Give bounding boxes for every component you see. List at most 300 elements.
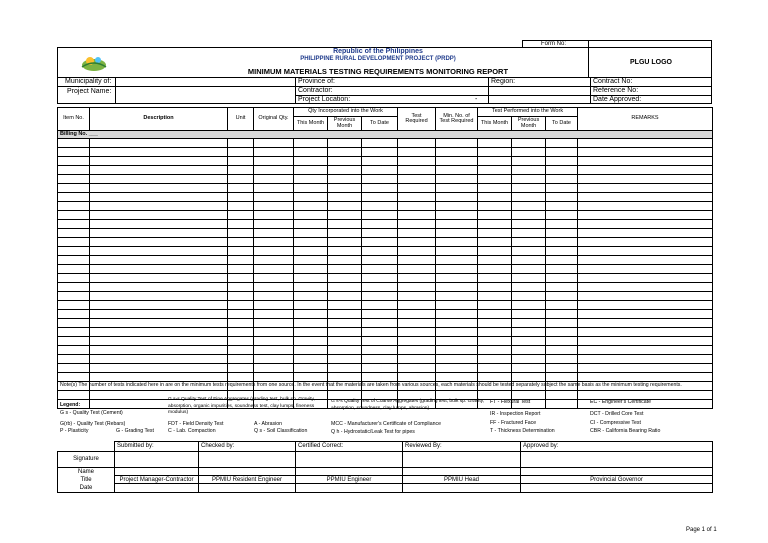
table-cell[interactable] bbox=[478, 373, 512, 382]
table-cell[interactable] bbox=[478, 148, 512, 157]
table-cell[interactable] bbox=[512, 346, 546, 355]
table-cell[interactable] bbox=[228, 274, 254, 283]
table-cell[interactable] bbox=[578, 373, 713, 382]
table-cell[interactable] bbox=[294, 166, 328, 175]
table-cell[interactable] bbox=[512, 202, 546, 211]
table-cell[interactable] bbox=[228, 310, 254, 319]
table-cell[interactable] bbox=[58, 328, 90, 337]
table-cell[interactable] bbox=[546, 202, 578, 211]
table-cell[interactable] bbox=[328, 166, 362, 175]
table-cell[interactable] bbox=[512, 274, 546, 283]
table-cell[interactable] bbox=[436, 355, 478, 364]
table-cell[interactable] bbox=[294, 157, 328, 166]
table-cell[interactable] bbox=[328, 355, 362, 364]
table-cell[interactable] bbox=[478, 274, 512, 283]
table-cell[interactable] bbox=[578, 337, 713, 346]
table-cell[interactable] bbox=[362, 148, 398, 157]
table-cell[interactable] bbox=[228, 256, 254, 265]
table-cell[interactable] bbox=[546, 184, 578, 193]
table-cell[interactable] bbox=[58, 175, 90, 184]
table-cell[interactable] bbox=[58, 274, 90, 283]
table-cell[interactable] bbox=[58, 193, 90, 202]
table-cell[interactable] bbox=[512, 139, 546, 148]
table-cell[interactable] bbox=[436, 139, 478, 148]
table-cell[interactable] bbox=[512, 283, 546, 292]
table-cell[interactable] bbox=[436, 283, 478, 292]
table-cell[interactable] bbox=[436, 292, 478, 301]
table-cell[interactable] bbox=[90, 265, 228, 274]
date-cell[interactable] bbox=[115, 484, 199, 493]
table-cell[interactable] bbox=[362, 229, 398, 238]
table-cell[interactable] bbox=[578, 301, 713, 310]
table-cell[interactable] bbox=[58, 283, 90, 292]
table-cell[interactable] bbox=[254, 193, 294, 202]
table-cell[interactable] bbox=[58, 256, 90, 265]
table-cell[interactable] bbox=[546, 310, 578, 319]
name-cell[interactable] bbox=[521, 467, 713, 476]
table-cell[interactable] bbox=[328, 184, 362, 193]
table-cell[interactable] bbox=[478, 310, 512, 319]
table-cell[interactable] bbox=[90, 247, 228, 256]
table-cell[interactable] bbox=[478, 355, 512, 364]
table-cell[interactable] bbox=[90, 301, 228, 310]
table-cell[interactable] bbox=[546, 211, 578, 220]
table-cell[interactable] bbox=[254, 274, 294, 283]
table-cell[interactable] bbox=[478, 247, 512, 256]
signature-cell[interactable] bbox=[199, 451, 296, 467]
table-cell[interactable] bbox=[254, 346, 294, 355]
table-cell[interactable] bbox=[228, 301, 254, 310]
table-cell[interactable] bbox=[362, 328, 398, 337]
table-cell[interactable] bbox=[228, 166, 254, 175]
table-cell[interactable] bbox=[436, 274, 478, 283]
table-cell[interactable] bbox=[254, 364, 294, 373]
table-cell[interactable] bbox=[398, 247, 436, 256]
table-cell[interactable] bbox=[398, 256, 436, 265]
table-cell[interactable] bbox=[512, 247, 546, 256]
table-cell[interactable] bbox=[254, 175, 294, 184]
table-cell[interactable] bbox=[398, 283, 436, 292]
table-cell[interactable] bbox=[398, 328, 436, 337]
table-cell[interactable] bbox=[436, 220, 478, 229]
table-cell[interactable] bbox=[90, 139, 228, 148]
table-cell[interactable] bbox=[398, 301, 436, 310]
table-cell[interactable] bbox=[90, 220, 228, 229]
table-cell[interactable] bbox=[512, 220, 546, 229]
table-cell[interactable] bbox=[546, 337, 578, 346]
table-cell[interactable] bbox=[578, 364, 713, 373]
table-cell[interactable] bbox=[90, 256, 228, 265]
table-cell[interactable] bbox=[578, 247, 713, 256]
table-cell[interactable] bbox=[254, 256, 294, 265]
table-cell[interactable] bbox=[328, 139, 362, 148]
table-cell[interactable] bbox=[328, 283, 362, 292]
table-cell[interactable] bbox=[398, 193, 436, 202]
date-approved-field[interactable] bbox=[590, 95, 712, 104]
table-cell[interactable] bbox=[228, 193, 254, 202]
signature-cell[interactable] bbox=[115, 451, 199, 467]
table-cell[interactable] bbox=[328, 193, 362, 202]
table-cell[interactable] bbox=[58, 202, 90, 211]
table-cell[interactable] bbox=[478, 283, 512, 292]
table-cell[interactable] bbox=[90, 328, 228, 337]
project-location-field[interactable] bbox=[295, 95, 489, 104]
table-cell[interactable] bbox=[58, 184, 90, 193]
table-cell[interactable] bbox=[228, 202, 254, 211]
name-cell[interactable] bbox=[296, 467, 403, 476]
table-cell[interactable] bbox=[228, 220, 254, 229]
table-cell[interactable] bbox=[546, 148, 578, 157]
table-cell[interactable] bbox=[436, 202, 478, 211]
table-cell[interactable] bbox=[90, 346, 228, 355]
table-cell[interactable] bbox=[512, 319, 546, 328]
table-cell[interactable] bbox=[294, 337, 328, 346]
table-cell[interactable] bbox=[362, 166, 398, 175]
table-cell[interactable] bbox=[58, 247, 90, 256]
table-cell[interactable] bbox=[398, 211, 436, 220]
table-cell[interactable] bbox=[512, 166, 546, 175]
table-cell[interactable] bbox=[58, 265, 90, 274]
table-cell[interactable] bbox=[436, 337, 478, 346]
signature-cell[interactable] bbox=[403, 451, 521, 467]
table-cell[interactable] bbox=[436, 193, 478, 202]
table-cell[interactable] bbox=[362, 265, 398, 274]
table-cell[interactable] bbox=[436, 184, 478, 193]
table-cell[interactable] bbox=[228, 337, 254, 346]
table-cell[interactable] bbox=[546, 238, 578, 247]
table-cell[interactable] bbox=[478, 364, 512, 373]
table-cell[interactable] bbox=[546, 139, 578, 148]
table-cell[interactable] bbox=[228, 148, 254, 157]
table-cell[interactable] bbox=[362, 175, 398, 184]
date-cell[interactable] bbox=[199, 484, 296, 493]
table-cell[interactable] bbox=[546, 265, 578, 274]
table-cell[interactable] bbox=[362, 364, 398, 373]
table-cell[interactable] bbox=[294, 229, 328, 238]
table-cell[interactable] bbox=[294, 220, 328, 229]
table-cell[interactable] bbox=[478, 346, 512, 355]
table-cell[interactable] bbox=[478, 256, 512, 265]
table-cell[interactable] bbox=[578, 202, 713, 211]
table-cell[interactable] bbox=[546, 274, 578, 283]
table-cell[interactable] bbox=[512, 265, 546, 274]
table-cell[interactable] bbox=[58, 139, 90, 148]
table-cell[interactable] bbox=[578, 238, 713, 247]
table-cell[interactable] bbox=[328, 211, 362, 220]
table-cell[interactable] bbox=[254, 139, 294, 148]
table-cell[interactable] bbox=[578, 256, 713, 265]
table-cell[interactable] bbox=[294, 373, 328, 382]
table-cell[interactable] bbox=[546, 175, 578, 184]
table-cell[interactable] bbox=[362, 292, 398, 301]
table-cell[interactable] bbox=[90, 337, 228, 346]
table-cell[interactable] bbox=[478, 301, 512, 310]
table-cell[interactable] bbox=[512, 310, 546, 319]
table-cell[interactable] bbox=[578, 265, 713, 274]
table-cell[interactable] bbox=[546, 157, 578, 166]
table-cell[interactable] bbox=[228, 283, 254, 292]
table-cell[interactable] bbox=[58, 220, 90, 229]
table-cell[interactable] bbox=[254, 373, 294, 382]
table-cell[interactable] bbox=[254, 166, 294, 175]
table-cell[interactable] bbox=[294, 139, 328, 148]
table-cell[interactable] bbox=[228, 175, 254, 184]
table-cell[interactable] bbox=[398, 184, 436, 193]
table-cell[interactable] bbox=[362, 184, 398, 193]
table-cell[interactable] bbox=[578, 229, 713, 238]
table-cell[interactable] bbox=[546, 301, 578, 310]
table-cell[interactable] bbox=[294, 283, 328, 292]
name-cell[interactable] bbox=[199, 467, 296, 476]
table-cell[interactable] bbox=[478, 319, 512, 328]
table-cell[interactable] bbox=[436, 247, 478, 256]
table-cell[interactable] bbox=[578, 274, 713, 283]
table-cell[interactable] bbox=[398, 274, 436, 283]
table-cell[interactable] bbox=[228, 265, 254, 274]
table-cell[interactable] bbox=[228, 346, 254, 355]
name-cell[interactable] bbox=[115, 467, 199, 476]
table-cell[interactable] bbox=[294, 346, 328, 355]
table-cell[interactable] bbox=[328, 301, 362, 310]
table-cell[interactable] bbox=[328, 175, 362, 184]
table-cell[interactable] bbox=[328, 265, 362, 274]
table-cell[interactable] bbox=[546, 373, 578, 382]
table-cell[interactable] bbox=[546, 193, 578, 202]
table-cell[interactable] bbox=[478, 193, 512, 202]
table-cell[interactable] bbox=[254, 301, 294, 310]
table-cell[interactable] bbox=[362, 346, 398, 355]
table-cell[interactable] bbox=[398, 166, 436, 175]
table-cell[interactable] bbox=[546, 229, 578, 238]
table-cell[interactable] bbox=[478, 175, 512, 184]
table-cell[interactable] bbox=[362, 373, 398, 382]
table-cell[interactable] bbox=[578, 193, 713, 202]
table-cell[interactable] bbox=[328, 247, 362, 256]
table-cell[interactable] bbox=[58, 364, 90, 373]
table-cell[interactable] bbox=[254, 202, 294, 211]
table-cell[interactable] bbox=[254, 184, 294, 193]
table-cell[interactable] bbox=[362, 283, 398, 292]
table-cell[interactable] bbox=[228, 139, 254, 148]
table-cell[interactable] bbox=[512, 301, 546, 310]
table-cell[interactable] bbox=[254, 220, 294, 229]
table-cell[interactable] bbox=[228, 238, 254, 247]
table-cell[interactable] bbox=[294, 301, 328, 310]
table-cell[interactable] bbox=[90, 157, 228, 166]
table-cell[interactable] bbox=[362, 319, 398, 328]
table-cell[interactable] bbox=[254, 292, 294, 301]
table-cell[interactable] bbox=[328, 328, 362, 337]
table-cell[interactable] bbox=[512, 157, 546, 166]
table-cell[interactable] bbox=[478, 166, 512, 175]
table-cell[interactable] bbox=[90, 193, 228, 202]
table-cell[interactable] bbox=[578, 148, 713, 157]
table-cell[interactable] bbox=[578, 292, 713, 301]
table-cell[interactable] bbox=[228, 328, 254, 337]
table-cell[interactable] bbox=[294, 211, 328, 220]
table-cell[interactable] bbox=[254, 310, 294, 319]
table-cell[interactable] bbox=[328, 148, 362, 157]
table-cell[interactable] bbox=[58, 166, 90, 175]
table-cell[interactable] bbox=[362, 202, 398, 211]
table-cell[interactable] bbox=[478, 139, 512, 148]
table-cell[interactable] bbox=[58, 355, 90, 364]
table-cell[interactable] bbox=[578, 346, 713, 355]
table-cell[interactable] bbox=[398, 265, 436, 274]
table-cell[interactable] bbox=[512, 256, 546, 265]
table-cell[interactable] bbox=[512, 292, 546, 301]
table-cell[interactable] bbox=[328, 373, 362, 382]
table-cell[interactable] bbox=[362, 211, 398, 220]
table-cell[interactable] bbox=[328, 274, 362, 283]
table-cell[interactable] bbox=[58, 310, 90, 319]
table-cell[interactable] bbox=[578, 220, 713, 229]
table-cell[interactable] bbox=[362, 139, 398, 148]
table-cell[interactable] bbox=[328, 157, 362, 166]
date-cell[interactable] bbox=[521, 484, 713, 493]
table-cell[interactable] bbox=[90, 292, 228, 301]
table-cell[interactable] bbox=[228, 247, 254, 256]
table-cell[interactable] bbox=[546, 283, 578, 292]
table-cell[interactable] bbox=[254, 211, 294, 220]
table-cell[interactable] bbox=[436, 310, 478, 319]
table-cell[interactable] bbox=[546, 328, 578, 337]
table-cell[interactable] bbox=[362, 355, 398, 364]
table-cell[interactable] bbox=[546, 346, 578, 355]
table-cell[interactable] bbox=[478, 292, 512, 301]
table-cell[interactable] bbox=[328, 310, 362, 319]
table-cell[interactable] bbox=[578, 184, 713, 193]
table-cell[interactable] bbox=[228, 355, 254, 364]
table-cell[interactable] bbox=[254, 229, 294, 238]
table-cell[interactable] bbox=[328, 364, 362, 373]
date-cell[interactable] bbox=[403, 484, 521, 493]
table-cell[interactable] bbox=[578, 283, 713, 292]
table-cell[interactable] bbox=[362, 220, 398, 229]
table-cell[interactable] bbox=[90, 202, 228, 211]
table-cell[interactable] bbox=[398, 175, 436, 184]
table-cell[interactable] bbox=[546, 319, 578, 328]
table-cell[interactable] bbox=[294, 238, 328, 247]
table-cell[interactable] bbox=[254, 157, 294, 166]
table-cell[interactable] bbox=[254, 247, 294, 256]
table-cell[interactable] bbox=[58, 346, 90, 355]
table-cell[interactable] bbox=[546, 247, 578, 256]
table-cell[interactable] bbox=[436, 211, 478, 220]
table-cell[interactable] bbox=[436, 301, 478, 310]
table-cell[interactable] bbox=[512, 211, 546, 220]
table-cell[interactable] bbox=[362, 193, 398, 202]
table-cell[interactable] bbox=[362, 256, 398, 265]
table-cell[interactable] bbox=[512, 184, 546, 193]
table-cell[interactable] bbox=[228, 184, 254, 193]
table-cell[interactable] bbox=[546, 355, 578, 364]
table-cell[interactable] bbox=[294, 274, 328, 283]
signature-cell[interactable] bbox=[521, 451, 713, 467]
table-cell[interactable] bbox=[294, 355, 328, 364]
table-cell[interactable] bbox=[512, 175, 546, 184]
table-cell[interactable] bbox=[254, 265, 294, 274]
table-cell[interactable] bbox=[512, 364, 546, 373]
table-cell[interactable] bbox=[90, 364, 228, 373]
table-cell[interactable] bbox=[90, 184, 228, 193]
table-cell[interactable] bbox=[328, 229, 362, 238]
table-cell[interactable] bbox=[398, 373, 436, 382]
table-cell[interactable] bbox=[90, 274, 228, 283]
table-cell[interactable] bbox=[254, 238, 294, 247]
table-cell[interactable] bbox=[228, 319, 254, 328]
table-cell[interactable] bbox=[512, 229, 546, 238]
table-cell[interactable] bbox=[254, 337, 294, 346]
table-cell[interactable] bbox=[328, 238, 362, 247]
table-cell[interactable] bbox=[362, 337, 398, 346]
table-cell[interactable] bbox=[398, 238, 436, 247]
table-cell[interactable] bbox=[436, 148, 478, 157]
table-cell[interactable] bbox=[512, 193, 546, 202]
table-cell[interactable] bbox=[512, 337, 546, 346]
table-cell[interactable] bbox=[90, 238, 228, 247]
table-cell[interactable] bbox=[328, 256, 362, 265]
table-cell[interactable] bbox=[90, 319, 228, 328]
table-cell[interactable] bbox=[478, 238, 512, 247]
table-cell[interactable] bbox=[478, 211, 512, 220]
table-cell[interactable] bbox=[478, 220, 512, 229]
table-cell[interactable] bbox=[478, 157, 512, 166]
table-cell[interactable] bbox=[546, 166, 578, 175]
table-cell[interactable] bbox=[436, 319, 478, 328]
table-cell[interactable] bbox=[328, 337, 362, 346]
table-cell[interactable] bbox=[294, 256, 328, 265]
project-name-field[interactable] bbox=[115, 86, 296, 104]
table-cell[interactable] bbox=[436, 364, 478, 373]
table-cell[interactable] bbox=[228, 229, 254, 238]
table-cell[interactable] bbox=[398, 148, 436, 157]
table-cell[interactable] bbox=[436, 166, 478, 175]
table-cell[interactable] bbox=[512, 148, 546, 157]
table-cell[interactable] bbox=[478, 337, 512, 346]
table-cell[interactable] bbox=[398, 346, 436, 355]
table-cell[interactable] bbox=[58, 148, 90, 157]
table-cell[interactable] bbox=[294, 364, 328, 373]
table-cell[interactable] bbox=[228, 364, 254, 373]
table-cell[interactable] bbox=[546, 256, 578, 265]
date-cell[interactable] bbox=[296, 484, 403, 493]
table-cell[interactable] bbox=[294, 310, 328, 319]
table-cell[interactable] bbox=[398, 364, 436, 373]
table-cell[interactable] bbox=[398, 292, 436, 301]
table-cell[interactable] bbox=[578, 328, 713, 337]
table-cell[interactable] bbox=[362, 301, 398, 310]
table-cell[interactable] bbox=[328, 202, 362, 211]
table-cell[interactable] bbox=[362, 238, 398, 247]
table-cell[interactable] bbox=[294, 319, 328, 328]
table-cell[interactable] bbox=[90, 148, 228, 157]
table-cell[interactable] bbox=[328, 319, 362, 328]
table-cell[interactable] bbox=[578, 355, 713, 364]
table-cell[interactable] bbox=[512, 373, 546, 382]
table-cell[interactable] bbox=[478, 265, 512, 274]
table-cell[interactable] bbox=[294, 265, 328, 274]
table-cell[interactable] bbox=[328, 220, 362, 229]
table-cell[interactable] bbox=[362, 274, 398, 283]
table-cell[interactable] bbox=[228, 211, 254, 220]
name-cell[interactable] bbox=[403, 467, 521, 476]
table-cell[interactable] bbox=[328, 346, 362, 355]
table-cell[interactable] bbox=[254, 328, 294, 337]
table-cell[interactable] bbox=[294, 148, 328, 157]
table-cell[interactable] bbox=[398, 229, 436, 238]
table-cell[interactable] bbox=[294, 184, 328, 193]
